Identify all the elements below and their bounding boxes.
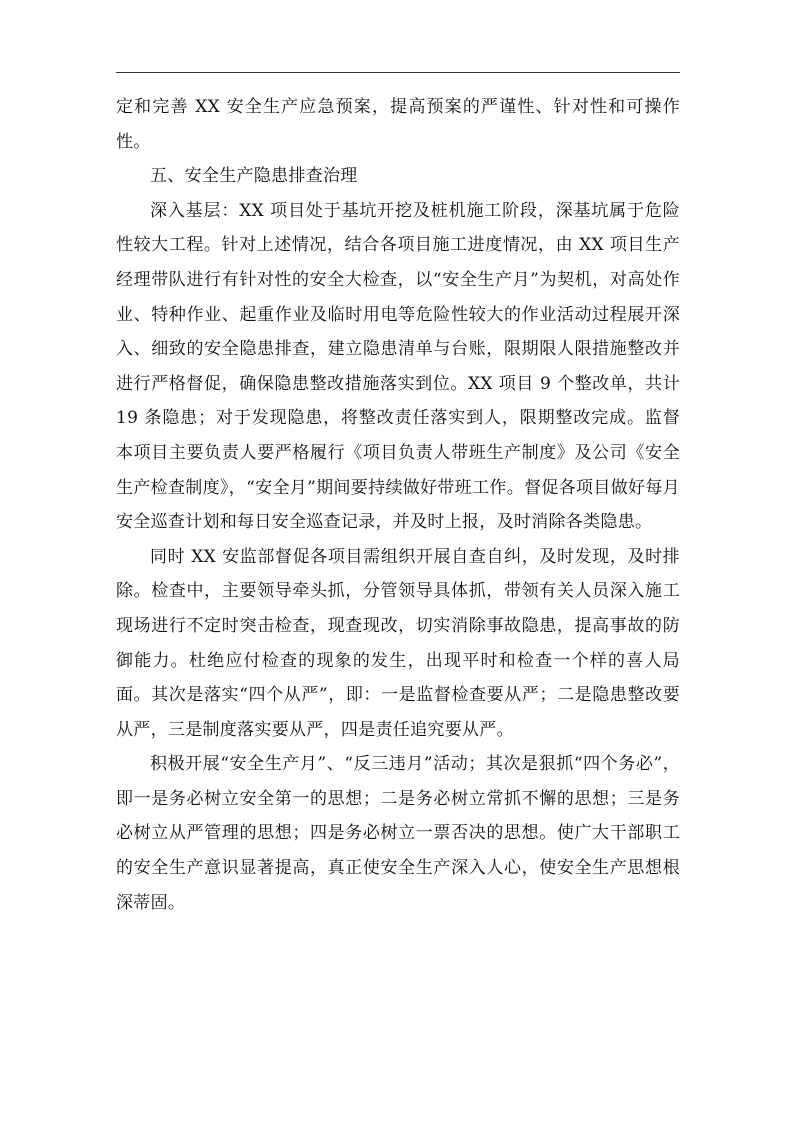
body-paragraph: 同时 XX 安监部督促各项目需组织开展自查自纠，及时发现，及时排除。检查中，主要领导牵头抓，分管领导具体抓，带领有关人员深入施工现场进行不定时突击检查，现查现改，切实消除事故隐患，提高事故的防御能力。杜绝应付检查的现象的发生，出现平时和检查一个样的喜人局面。其次是落实“四个从严”，即：一是监督检查要从严；二是隐患整改要从严，三是制度落实要从严，四是责任追究要从严。 [116, 546, 680, 740]
section-heading: 五、安全生产隐患排查治理 [150, 166, 358, 187]
body-paragraph: 深入基层：XX 项目处于基坑开挖及桩机施工阶段，深基坑属于危险性较大工程。针对上述情况，结合各项目施工进度情况，由 XX 项目生产经理带队进行有针对性的安全大检查，以“安全生产月”为契机，对高处作业、特种作业、起重作业及临时用电等危险性较大的作业活动过程展开深入、细致的安全隐患排查，建立隐患清单与台账，限期限人限措施整改并进行严格督促，确保隐患整改措施落实到位。XX 项目 9 个整改单，共计 19 条隐患；对于发现隐患，将整改责任落实到人，限期整改完成。监督本项目主要负责人要严格履行《项目负责人带班生产制度》及公司《安全生产检查制度》，“安全月”期间要持续做好带班工作。督促各项目做好每月安全巡查计划和每日安全巡查记录，并及时上报，及时消除各类隐患。 [116, 200, 680, 533]
document-body [116, 90, 680, 920]
continuation-paragraph: 定和完善 XX 安全生产应急预案，提高预案的严谨性、针对性和可操作性。 [116, 97, 680, 152]
body-paragraph: 积极开展“安全生产月”、“反三违月”活动；其次是狠抓“四个务必”，即一是务必树立安全第一的思想；二是务必树立常抓不懈的思想；三是务必树立从严管理的思想；四是务必树立一票否决的思想。使广大干部职工的安全生产意识显著提高，真正使安全生产深入人心，使安全生产思想根深蒂固。 [116, 754, 680, 913]
header-rule [116, 72, 680, 73]
